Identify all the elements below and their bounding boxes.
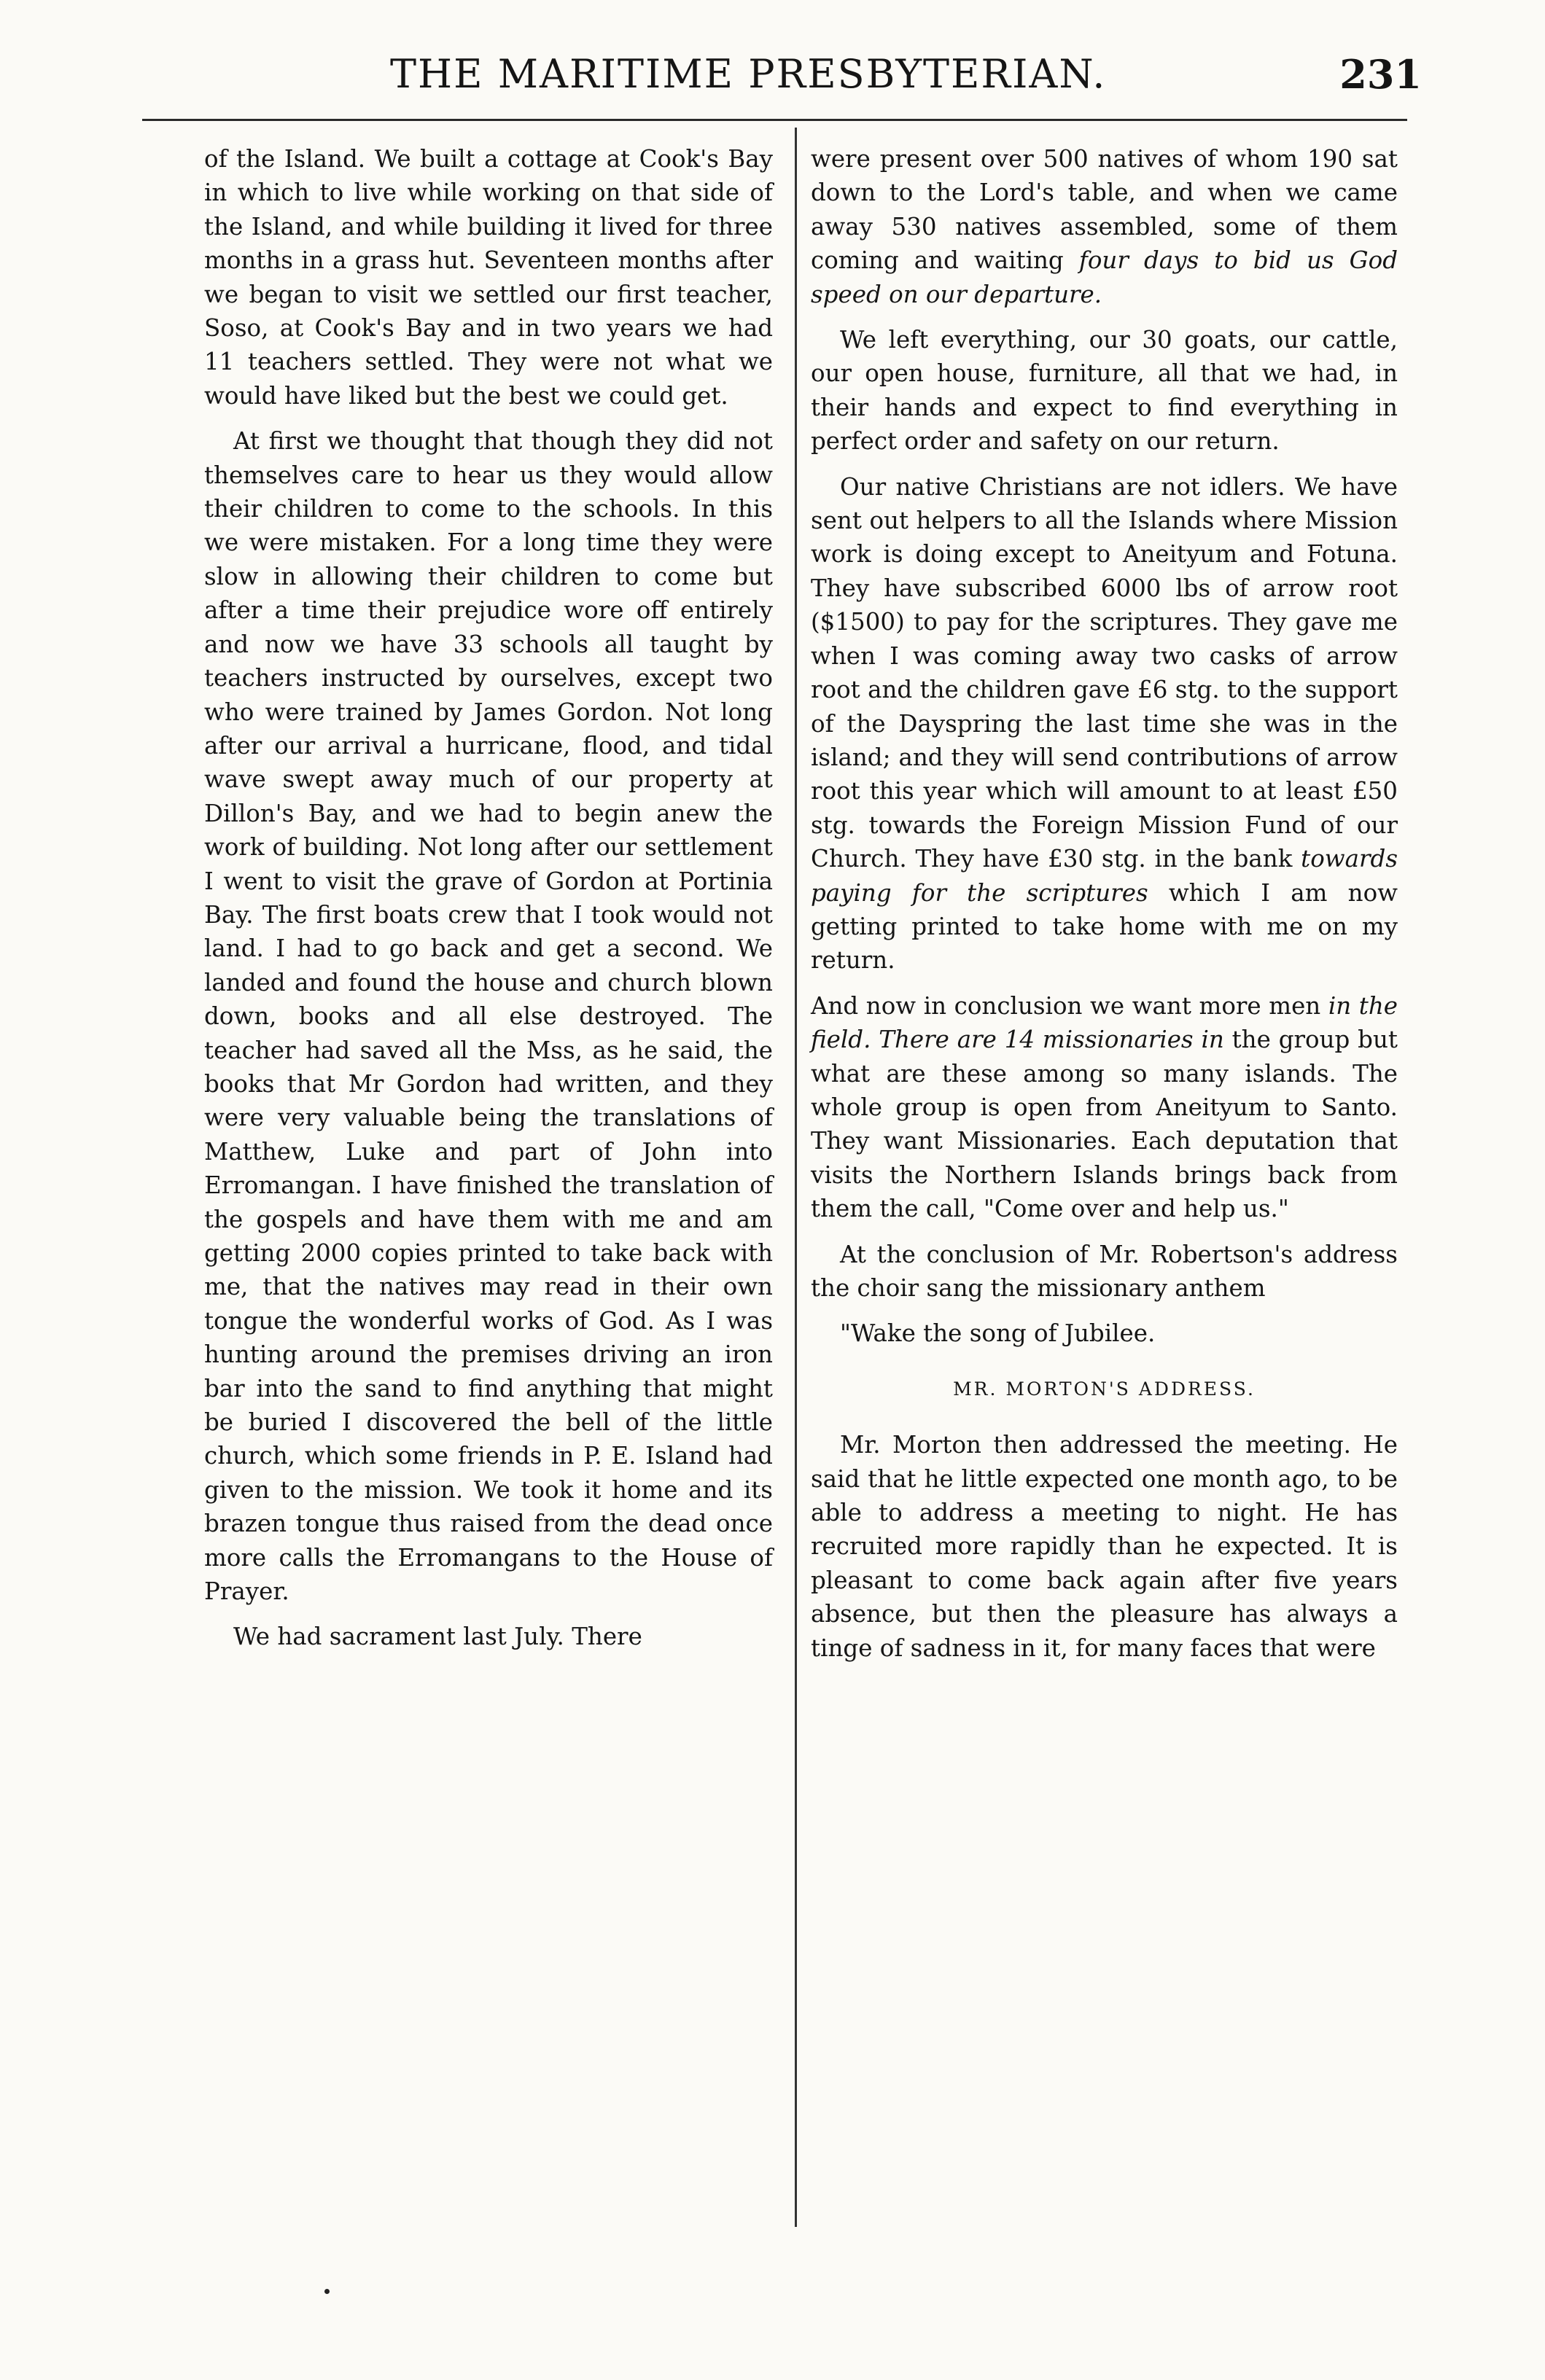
page-header [182,51,1422,109]
right-paragraph-3 [811,470,1398,978]
right-paragraph-3-text: Our native Christians are not idlers. We have sent out helpers to all the Islands where Mission work is doing except to Aneityum and Fotuna. They have subscribed 6000 lbs of arrow root ($1500) to pay for the scriptures. They gave me when I was coming away two casks of arrow root and the children gave £6 stg. to the support of the Dayspring the last time she was in the island; and they will send contributions of arrow root this year which will amount to at least £50 stg. towards the Foreign Mission Fund of our Church. They have £30 stg. in the bank [811,472,1398,873]
right-paragraph-5: At the conclusion of Mr. Robertson's address the choir sang the missionary anthem [811,1240,1398,1302]
print-speck [324,2289,330,2294]
left-paragraph-2: At first we thought that though they did not themselves care to hear us they would allow their children to come to the schools. In this we were mistaken. For a long time they were slow in allowing their children to come but after a time their prejudice wore off entirely and now we have 33 schools all taught by teachers instructed by ourselves, except two who were trained by James Gordon. Not long after our arrival a hurricane, flood, and tidal wave swept away much of our property at Dillon's Bay, and we had to begin anew the work of building. Not long after our settlement I went to visit the grave of Gordon at Portinia Bay. The first boats crew that I took would not land. I had to go back and get a second. We landed and found the house and church blown down, books and all else destroyed. The teacher had saved all the Mss, as he said, the books that Mr Gordon had written, and they were very valuable being the translations of Matthew, Luke and part of John into Erromangan. I have finished the translation of the gospels and have them with me and am getting 2000 copies printed to take back with me, that the natives may read in their own tongue the wonderful works of God. As I was hunting around the premises driving an iron bar into the sand to find anything that might be buried I discovered the bell of the little church, which some friends in P. E. Island had given to the mission. We took it home and its brazen tongue thus raised from the dead once more calls the Erromangans to the House of Prayer. [204,427,773,1606]
page-number: 231 [1339,51,1422,98]
right-paragraph-1-text: were present over 500 natives of whom 190 sat down to the Lord's table, and when we came away 530 natives assembled, some of them coming and waiting [811,145,1398,275]
right-paragraph-1 [811,142,1398,311]
right-paragraph-4-text: And now in conclusion we want more men [811,991,1328,1020]
right-paragraph-2: We left everything, our 30 goats, our cattle, our open house, furniture, all that we had, in their hands and expect to find everything in perfect order and safety on our return. [811,326,1398,456]
right-paragraph-3-italic: towards paying for the scriptures [811,845,1398,907]
header-rule [142,119,1407,121]
column-divider [795,128,797,2227]
right-paragraph-7: Mr. Morton then addressed the meeting. He said that he little expected one month ago, to be able to address a meeting to night. He has recruited more rapidly than he expected. It is pleasant to come back again after five years absence, but then the pleasure has always a tinge of sadness in it, for many faces that were [811,1431,1398,1662]
right-column [811,142,1398,1677]
left-paragraph-1: of the Island. We built a cottage at Cook's Bay in which to live while working on that side of the Island, and while building it lived for three months in a grass hut. Seventeen months after we began to visit we settled our first teacher, Soso, at Cook's Bay and in two years we had 11 teachers settled. They were not what we would have liked but the best we could get. [204,145,773,410]
right-paragraph-4-italic: in the field. There are 14 missionaries in [811,991,1398,1054]
left-column [204,142,773,1666]
left-paragraph-3: We had sacrament last July. There [233,1623,642,1651]
right-paragraph-3-end: which I am now getting printed to take home with me on my return. [811,878,1398,975]
right-paragraph-4 [811,989,1398,1226]
right-paragraph-6: "Wake the song of Jubilee. [840,1319,1156,1348]
page-title: THE MARITIME PRESBYTERIAN. [390,51,1107,97]
section-heading: MR. MORTON'S ADDRESS. [953,1378,1256,1400]
right-paragraph-1-italic: four days to bid us God speed on our departure. [811,246,1398,308]
right-paragraph-4-end: the group but what are these among so many islands. The whole group is open from Aneityum to Santo. They want Missionaries. Each deputation that visits the Northern Islands brings back from them the call, "Come over and help us." [811,1026,1398,1223]
